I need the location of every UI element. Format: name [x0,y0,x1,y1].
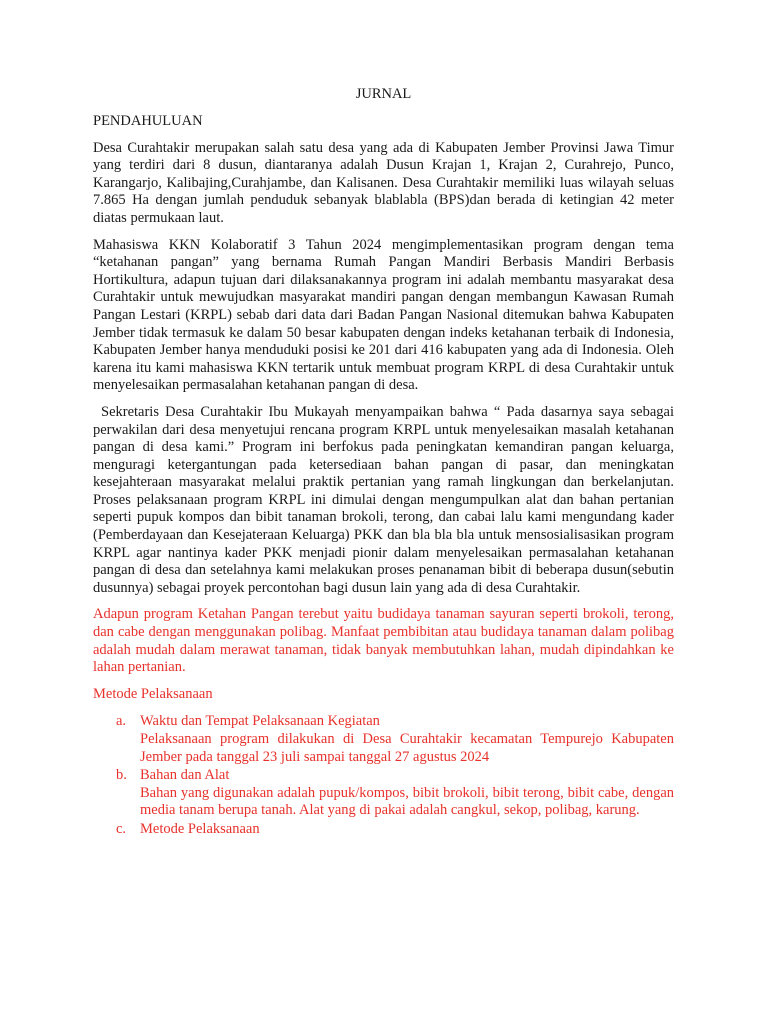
list-item [93,767,674,820]
method-list [93,713,674,838]
method-heading: Metode Pelaksanaan [93,685,213,702]
list-marker: a. [116,713,127,730]
list-item-title: Waktu dan Tempat Pelaksanaan Kegiatan [140,713,380,730]
list-item [93,713,674,766]
document-page [93,86,674,840]
section-heading: PENDAHULUAN [93,113,203,129]
intro-paragraph-1: Desa Curahtakir merupakan salah satu desa yang ada di Kabupaten Jember Provinsi Jawa Timur yang terdiri dari 8 dusun, diantaranya adalah Dusun Krajan 1, Krajan 2, Curahrejo, Punco, Karangarjo, Kalibajing,Curahjambe, dan Kalisanen. Desa Curahtakir memiliki luas wilayah seluas 7.865 Ha dengan jumlah penduduk sebanyak blablabla (BPS)dan berada di ketingian 42 meter diatas permukaan laut. [93,139,674,226]
program-paragraph: Adapun program Ketahan Pangan terebut yaitu budidaya tanaman sayuran seperti brokoli, terong, dan cabe dengan menggunakan polibag. Manfaat pembibitan atau budidaya tanaman dalam polibag adalah mudah dalam merawat tanaman, tidak banyak membutuhkan lahan, mudah dipindahkan ke lahan pertanian. [93,606,674,676]
list-item-title: Bahan dan Alat [140,767,230,784]
list-item-title: Metode Pelaksanaan [140,820,260,837]
intro-paragraph-3: Sekretaris Desa Curahtakir Ibu Mukayah menyampaikan bahwa “ Pada dasarnya saya sebagai perwakilan dari desa menyetujui rencana program KRPL untuk menyelesaikan masalah ketahanan pangan di desa kami.” Program ini berfokus pada peningkatan kemandiran pangan keluarga, menguragi ketergantungan pada ketersediaan bahan pangan di pasar, dan meningkatan kesejahteraan masyarakat melalui praktik pertanian yang ramah lingkungan dan berkelanjutan. Proses pelaksanaan program KRPL ini dimulai dengan mengumpulkan alat dan bahan pertanian seperti pupuk kompos dan bibit tanaman brokoli, terong, dan cabai lalu kami mengundang kader (Pemberdayaan dan Kesejateraan Keluarga) PKK dan bla bla bla untuk mensosialisasikan program KRPL agar nantinya kader PKK menjadi pionir dalam menyelesaikan permasalahan ketahanan pangan di desa dan setelahnya kami melakukan proses penanaman bibit di beberapa dusun(sebutin dusunnya) sebagai proyek percontohan bagi dusun lain yang ada di desa Curahtakir. [93,403,674,596]
list-item-description: Pelaksanaan program dilakukan di Desa Curahtakir kecamatan Tempurejo Kabupaten Jember pada tanggal 23 juli sampai tanggal 27 agustus 2024 [140,731,674,765]
document-title: JURNAL [355,86,412,102]
list-item [93,821,674,839]
list-marker: b. [116,767,127,784]
intro-paragraph-2: Mahasiswa KKN Kolaboratif 3 Tahun 2024 mengimplementasikan program dengan tema “ketahanan pangan” yang bernama Rumah Pangan Mandiri Berbasis Mandiri Berbasis Hortikultura, adapun tujuan dari dilaksanakannya program ini adalah membantu masyarakat desa Curahtakir untuk mewujudkan masyarakat mandiri pangan dengan membangun Kawasan Rumah Pangan Lestari (KRPL) sebab dari data dari Badan Pangan Nasional ditemukan bahwa Kabupaten Jember tidak termasuk ke dalam 50 besar kabupaten dengan indeks ketahanan terbaik di Indonesia, Kabupaten Jember hanya menduduki posisi ke 201 dari 416 kabupaten yang ada di Indonesia. Oleh karena itu kami mahasiswa KKN tertarik untuk membuat program KRPL di desa Curahtakir untuk menyelesaikan permasalahan ketahanan pangan di desa. [93,236,674,394]
list-item-description: Bahan yang digunakan adalah pupuk/kompos, bibit brokoli, bibit terong, bibit cabe, dengan media tanam berupa tanah. Alat yang di pakai adalah cangkul, sekop, polibag, karung. [140,784,674,819]
list-marker: c. [116,820,127,837]
